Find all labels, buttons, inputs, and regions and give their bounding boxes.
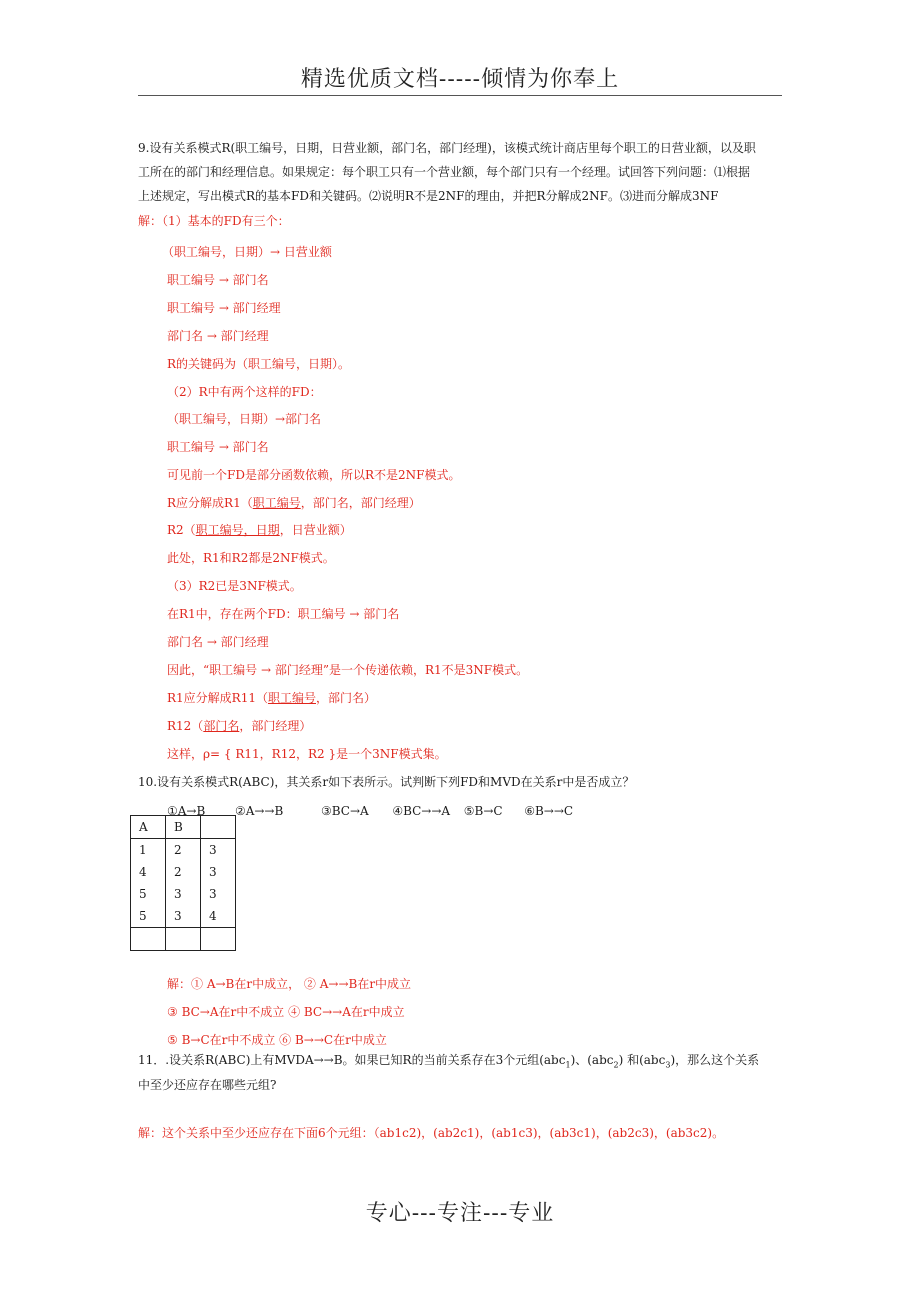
q11-sub-1: 1	[565, 1060, 571, 1070]
q11-line-1	[138, 1052, 759, 1073]
a10-answer-3: ⑤ B→C在r中不成立 ⑥ B→→C在r中成立	[167, 1033, 387, 1047]
q11-text-a: 11．.设关系R(ABC)上有MVDA→→B。如果已知R的当前关系存在3个元组(ab	[138, 1053, 559, 1067]
q10-item-6: ⑥B→→C	[524, 804, 574, 818]
r12-key: 部门名	[203, 719, 240, 733]
q9-line-3: 上述规定，写出模式R的基本FD和关键码。⑵说明R不是2NF的理由，并把R分解成2NF。⑶进而分解成3NF	[138, 189, 719, 203]
table-cell: 5	[131, 905, 166, 928]
a10-answer-2: ③ BC→A在r中不成立 ④ BC→→A在r中成立	[167, 1005, 405, 1019]
table-cell: 2	[166, 861, 201, 883]
a9-r2-decomposition	[167, 522, 352, 538]
q11-sub-2: 2	[613, 1060, 619, 1070]
a9-part2-fd-1: （职工编号，日期）→部门名	[167, 412, 322, 426]
a9-r1-decomposition	[167, 495, 421, 511]
q10-item-3: ③BC→A	[320, 804, 369, 818]
page-header: 精选优质文档-----倾情为你奉上	[300, 67, 620, 92]
a9-fd-1: （职工编号，日期）→ 日营业额	[162, 245, 332, 259]
q9-line-1: 9.设有关系模式R(职工编号，日期，日营业额，部门名，部门经理)，该模式统计商店里每个职工的日营业额，以及职	[138, 141, 756, 155]
q11-line-2: 中至少还应存在哪些元组?	[138, 1078, 277, 1092]
header-divider	[138, 95, 782, 96]
r2-suffix: ，日营业额）	[279, 523, 352, 537]
q11-text-e: ) 和(ab	[618, 1053, 659, 1067]
table-header-row	[131, 816, 236, 839]
a9-part2-fd-2: 职工编号 → 部门名	[167, 440, 269, 454]
table-empty-row	[131, 928, 236, 951]
table-cell: 3	[166, 883, 201, 905]
a9-key: R的关键码为（职工编号，日期）。	[167, 357, 351, 371]
table-cell: 3	[201, 839, 236, 862]
table-cell	[166, 928, 201, 951]
a9-fd-4: 部门名 → 部门经理	[167, 329, 269, 343]
page-footer: 专心---专注---专业	[365, 1201, 555, 1226]
q11-text-g: )，那么这个关系	[670, 1053, 760, 1067]
table-cell: 5	[131, 883, 166, 905]
a9-part3-fd-1: 在R1中，存在两个FD：职工编号 → 部门名	[167, 607, 400, 621]
table-cell: 1	[131, 839, 166, 862]
table-cell: 2	[166, 839, 201, 862]
a9-r11-decomposition	[167, 690, 376, 706]
q11-sub-3: 3	[665, 1060, 671, 1070]
q11-text-c: )、(ab	[570, 1053, 607, 1067]
a9-part2-end: 此处，R1和R2都是2NF模式。	[167, 551, 335, 565]
q11-text-d: c	[606, 1053, 614, 1067]
r12-suffix: ，部门经理）	[239, 719, 312, 733]
r11-suffix: ，部门名）	[316, 691, 377, 705]
table-cell: 3	[201, 861, 236, 883]
header-cell-a: A	[131, 816, 166, 839]
q10-item-1: ①A→B	[167, 804, 206, 818]
q11-text-f: c	[658, 1053, 666, 1067]
table-cell: 4	[201, 905, 236, 928]
table-cell: 3	[201, 883, 236, 905]
relation-r-table	[130, 815, 236, 951]
r2-prefix: R2（	[167, 523, 196, 537]
q10-question: 10.设有关系模式R(ABC)，其关系r如下表所示。试判断下列FD和MVD在关系r中是否成立？	[138, 775, 635, 789]
a10-answer-1: 解：① A→B在r中成立， ② A→→B在r中成立	[167, 977, 412, 991]
header-cell-c	[201, 816, 236, 839]
table-row	[131, 861, 236, 883]
r1-suffix: ，部门名，部门经理）	[300, 496, 421, 510]
a9-fd-2: 职工编号 → 部门名	[167, 273, 269, 287]
a9-intro: 解：（1）基本的FD有三个：	[138, 214, 290, 228]
header-cell-b: B	[166, 816, 201, 839]
r1-prefix: R应分解成R1（	[167, 496, 253, 510]
q9-line-2: 工所在的部门和经理信息。如果规定：每个职工只有一个营业额，每个部门只有一个经理。试回答下列问题：⑴根据	[138, 165, 751, 179]
table-row	[131, 905, 236, 928]
a9-conclusion: 这样，ρ= { R11，R12，R2 }是一个3NF模式集。	[167, 747, 447, 761]
q11-text-b: c	[558, 1053, 566, 1067]
a9-part-3: （3）R2已是3NF模式。	[167, 579, 302, 593]
table-cell	[131, 928, 166, 951]
r12-prefix: R12（	[167, 719, 204, 733]
table-cell: 3	[166, 905, 201, 928]
a9-part3-note: 因此，“职工编号 → 部门经理”是一个传递依赖，R1不是3NF模式。	[167, 663, 529, 677]
q10-item-5: ⑤B→C	[463, 804, 503, 818]
a9-part-2: （2）R中有两个这样的FD：	[167, 385, 322, 399]
a9-fd-3: 职工编号 → 部门经理	[167, 301, 281, 315]
table-cell: 4	[131, 861, 166, 883]
r11-prefix: R1应分解成R11（	[167, 691, 268, 705]
r11-key: 职工编号	[267, 691, 316, 705]
a9-part2-note: 可见前一个FD是部分函数依赖，所以R不是2NF模式。	[167, 468, 461, 482]
a9-r12-decomposition	[167, 718, 311, 734]
table-row	[131, 839, 236, 862]
table-row	[131, 883, 236, 905]
a11-answer: 解：这个关系中至少还应存在下面6个元组：（ab1c2)，(ab2c1)，(ab1c3)，(ab3c1)，(ab2c3)，(ab3c2)。	[138, 1126, 725, 1140]
a9-part3-fd-2: 部门名 → 部门经理	[167, 635, 269, 649]
table-cell	[201, 928, 236, 951]
q10-item-2: ②A→→B	[234, 804, 284, 818]
r1-key: 职工编号	[252, 496, 301, 510]
q10-item-4: ④BC→→A	[392, 804, 451, 818]
r2-key: 职工编号，日期	[195, 523, 280, 537]
